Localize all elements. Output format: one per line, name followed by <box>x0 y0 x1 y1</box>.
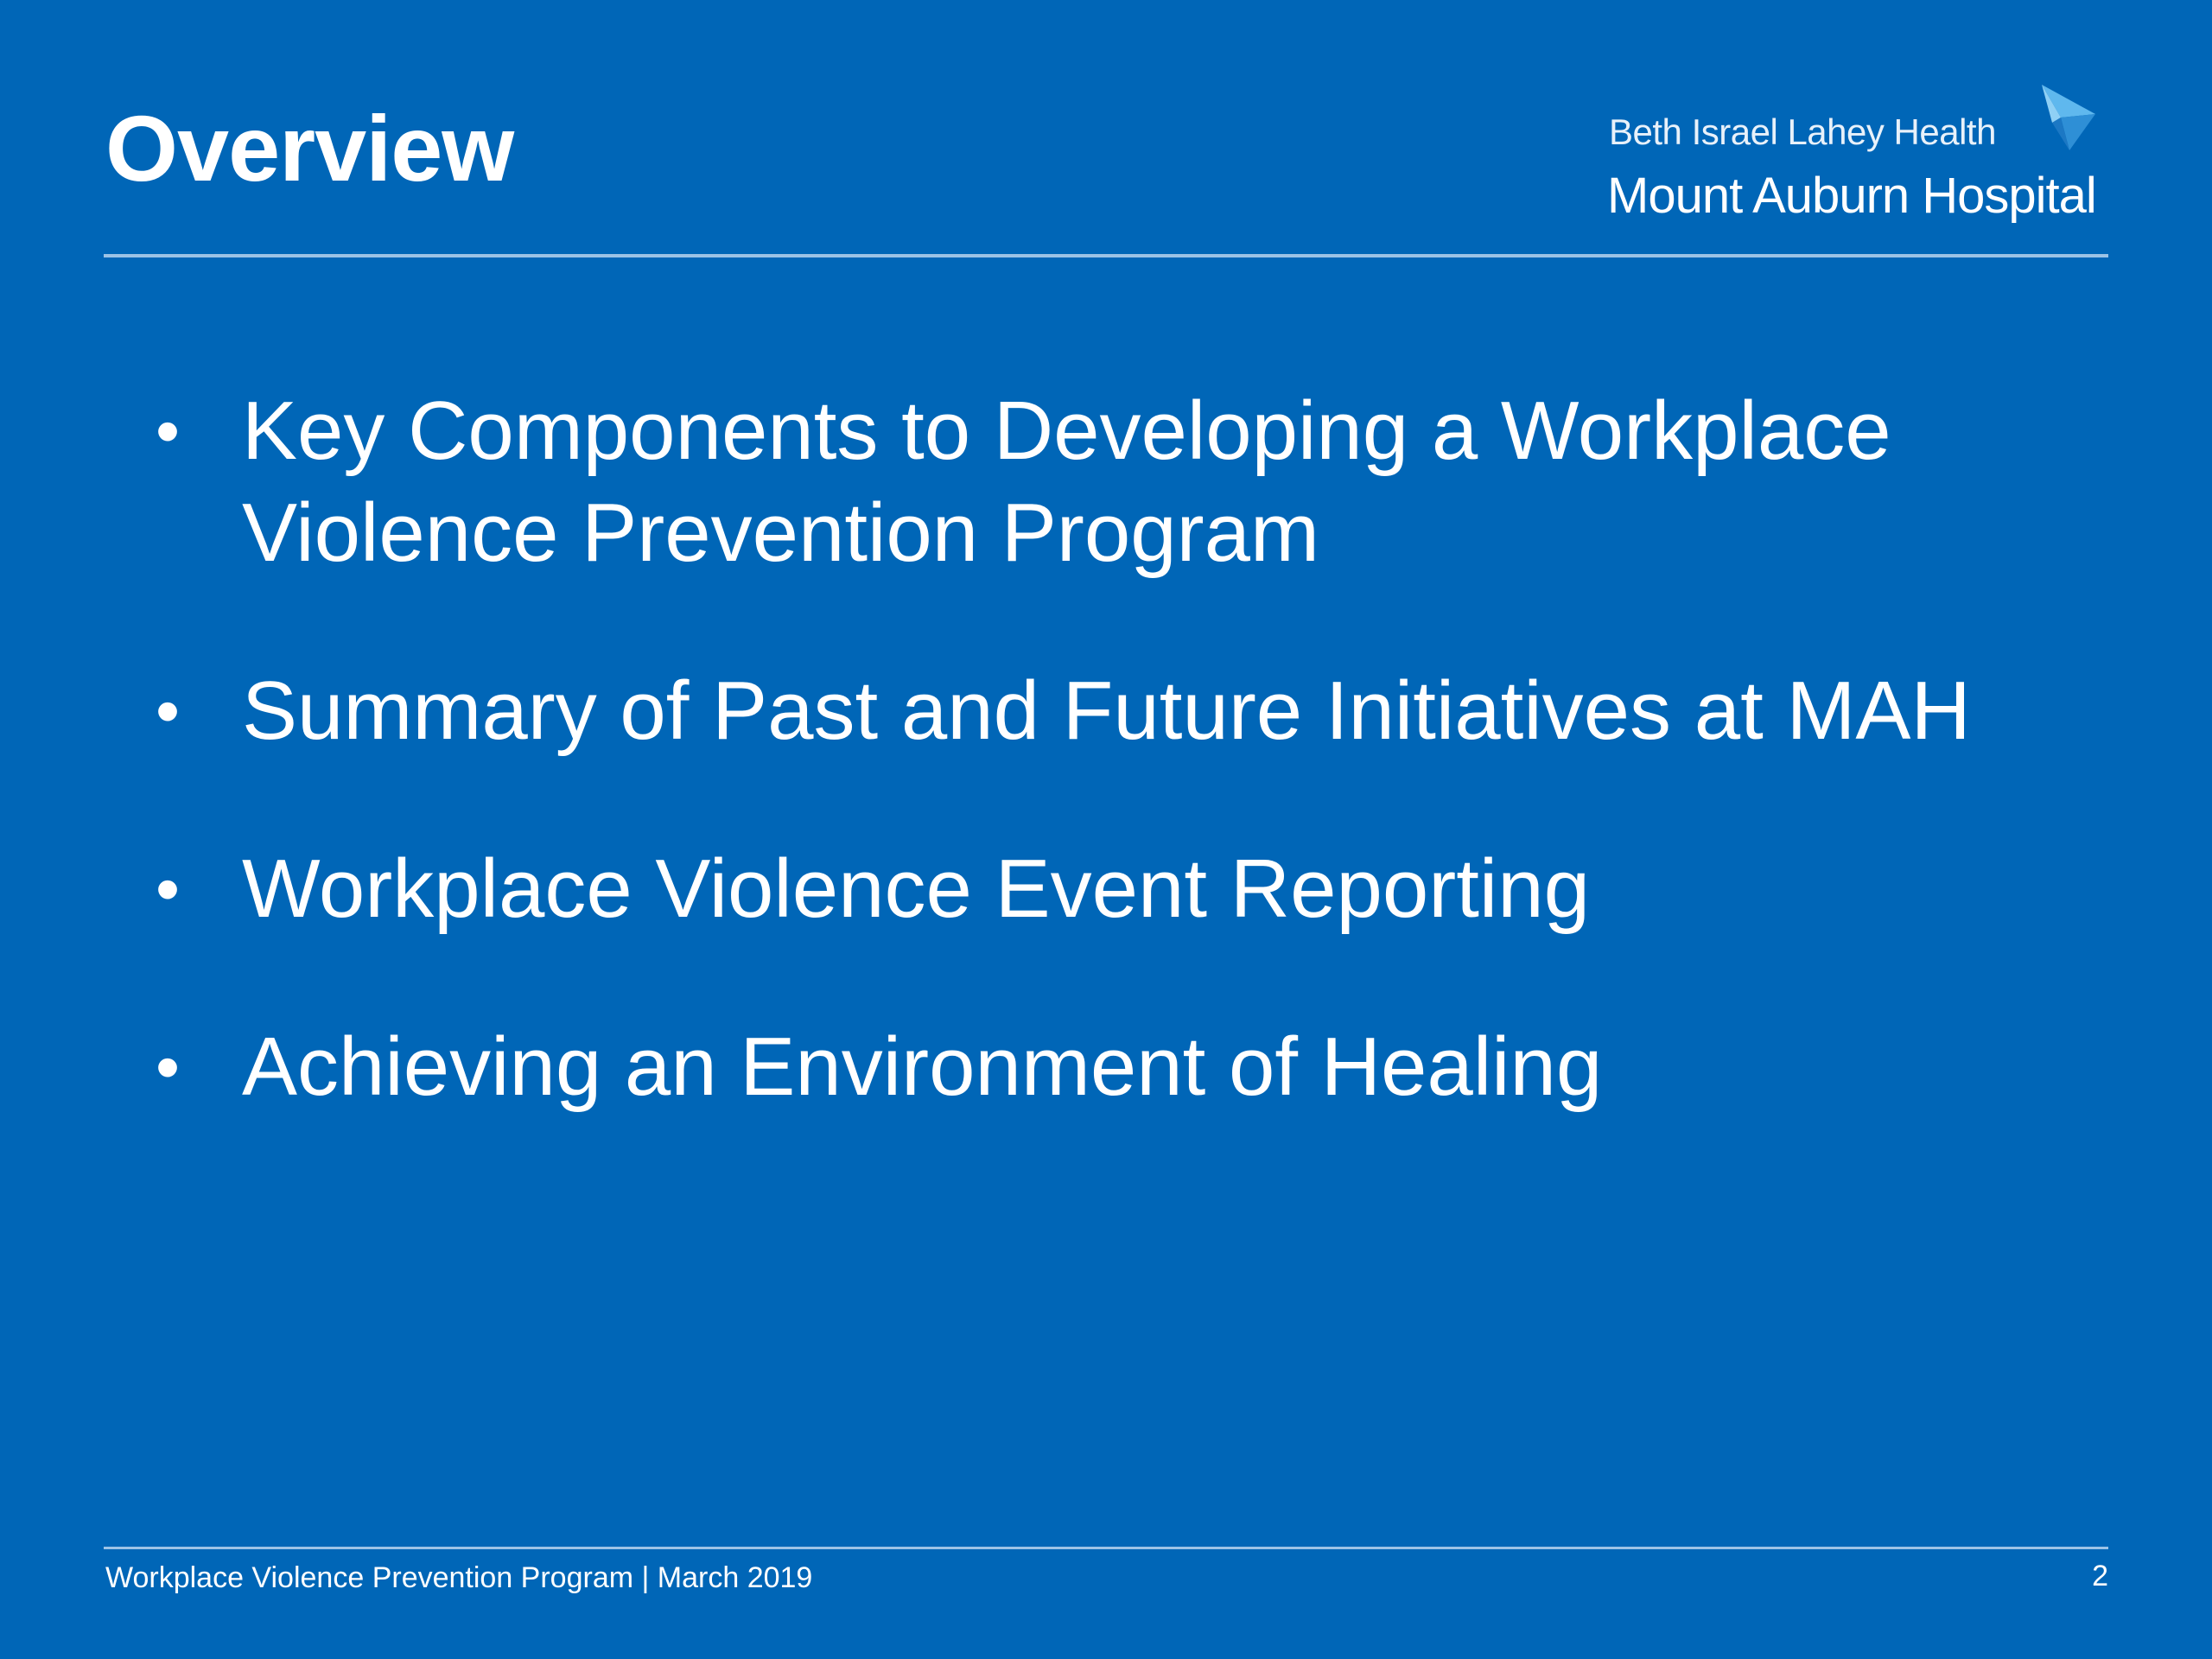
bullet-marker: • <box>156 850 181 927</box>
bullet-item <box>156 838 2056 940</box>
bird-arrow-logo-icon <box>2026 79 2104 157</box>
bullet-marker: • <box>156 1028 181 1105</box>
bullet-item <box>156 380 2056 584</box>
page-number: 2 <box>2092 1560 2108 1592</box>
slide-title: Overview <box>105 96 514 200</box>
bullet-text: Key Components to Developing a Workplace Violence Prevention Program <box>242 385 1891 579</box>
footer-divider <box>104 1547 2108 1549</box>
organization-logo <box>1607 79 2108 235</box>
bullet-text: Achieving an Environment of Healing <box>242 1020 1603 1113</box>
bullet-item <box>156 1016 2056 1118</box>
bullet-marker: • <box>156 392 181 469</box>
bullet-marker: • <box>156 672 181 749</box>
header-divider <box>104 254 2108 257</box>
bullet-text: Summary of Past and Future Initiatives at MAH <box>242 664 1971 757</box>
logo-hospital-name: Mount Auburn Hospital <box>1607 168 2096 224</box>
bullet-text: Workplace Violence Event Reporting <box>242 842 1590 935</box>
footer-text: Workplace Violence Prevention Program | March 2019 <box>105 1561 813 1594</box>
bullet-item <box>156 660 2056 762</box>
logo-parent-name: Beth Israel Lahey Health <box>1609 111 1996 152</box>
bullet-list <box>156 380 2056 1194</box>
